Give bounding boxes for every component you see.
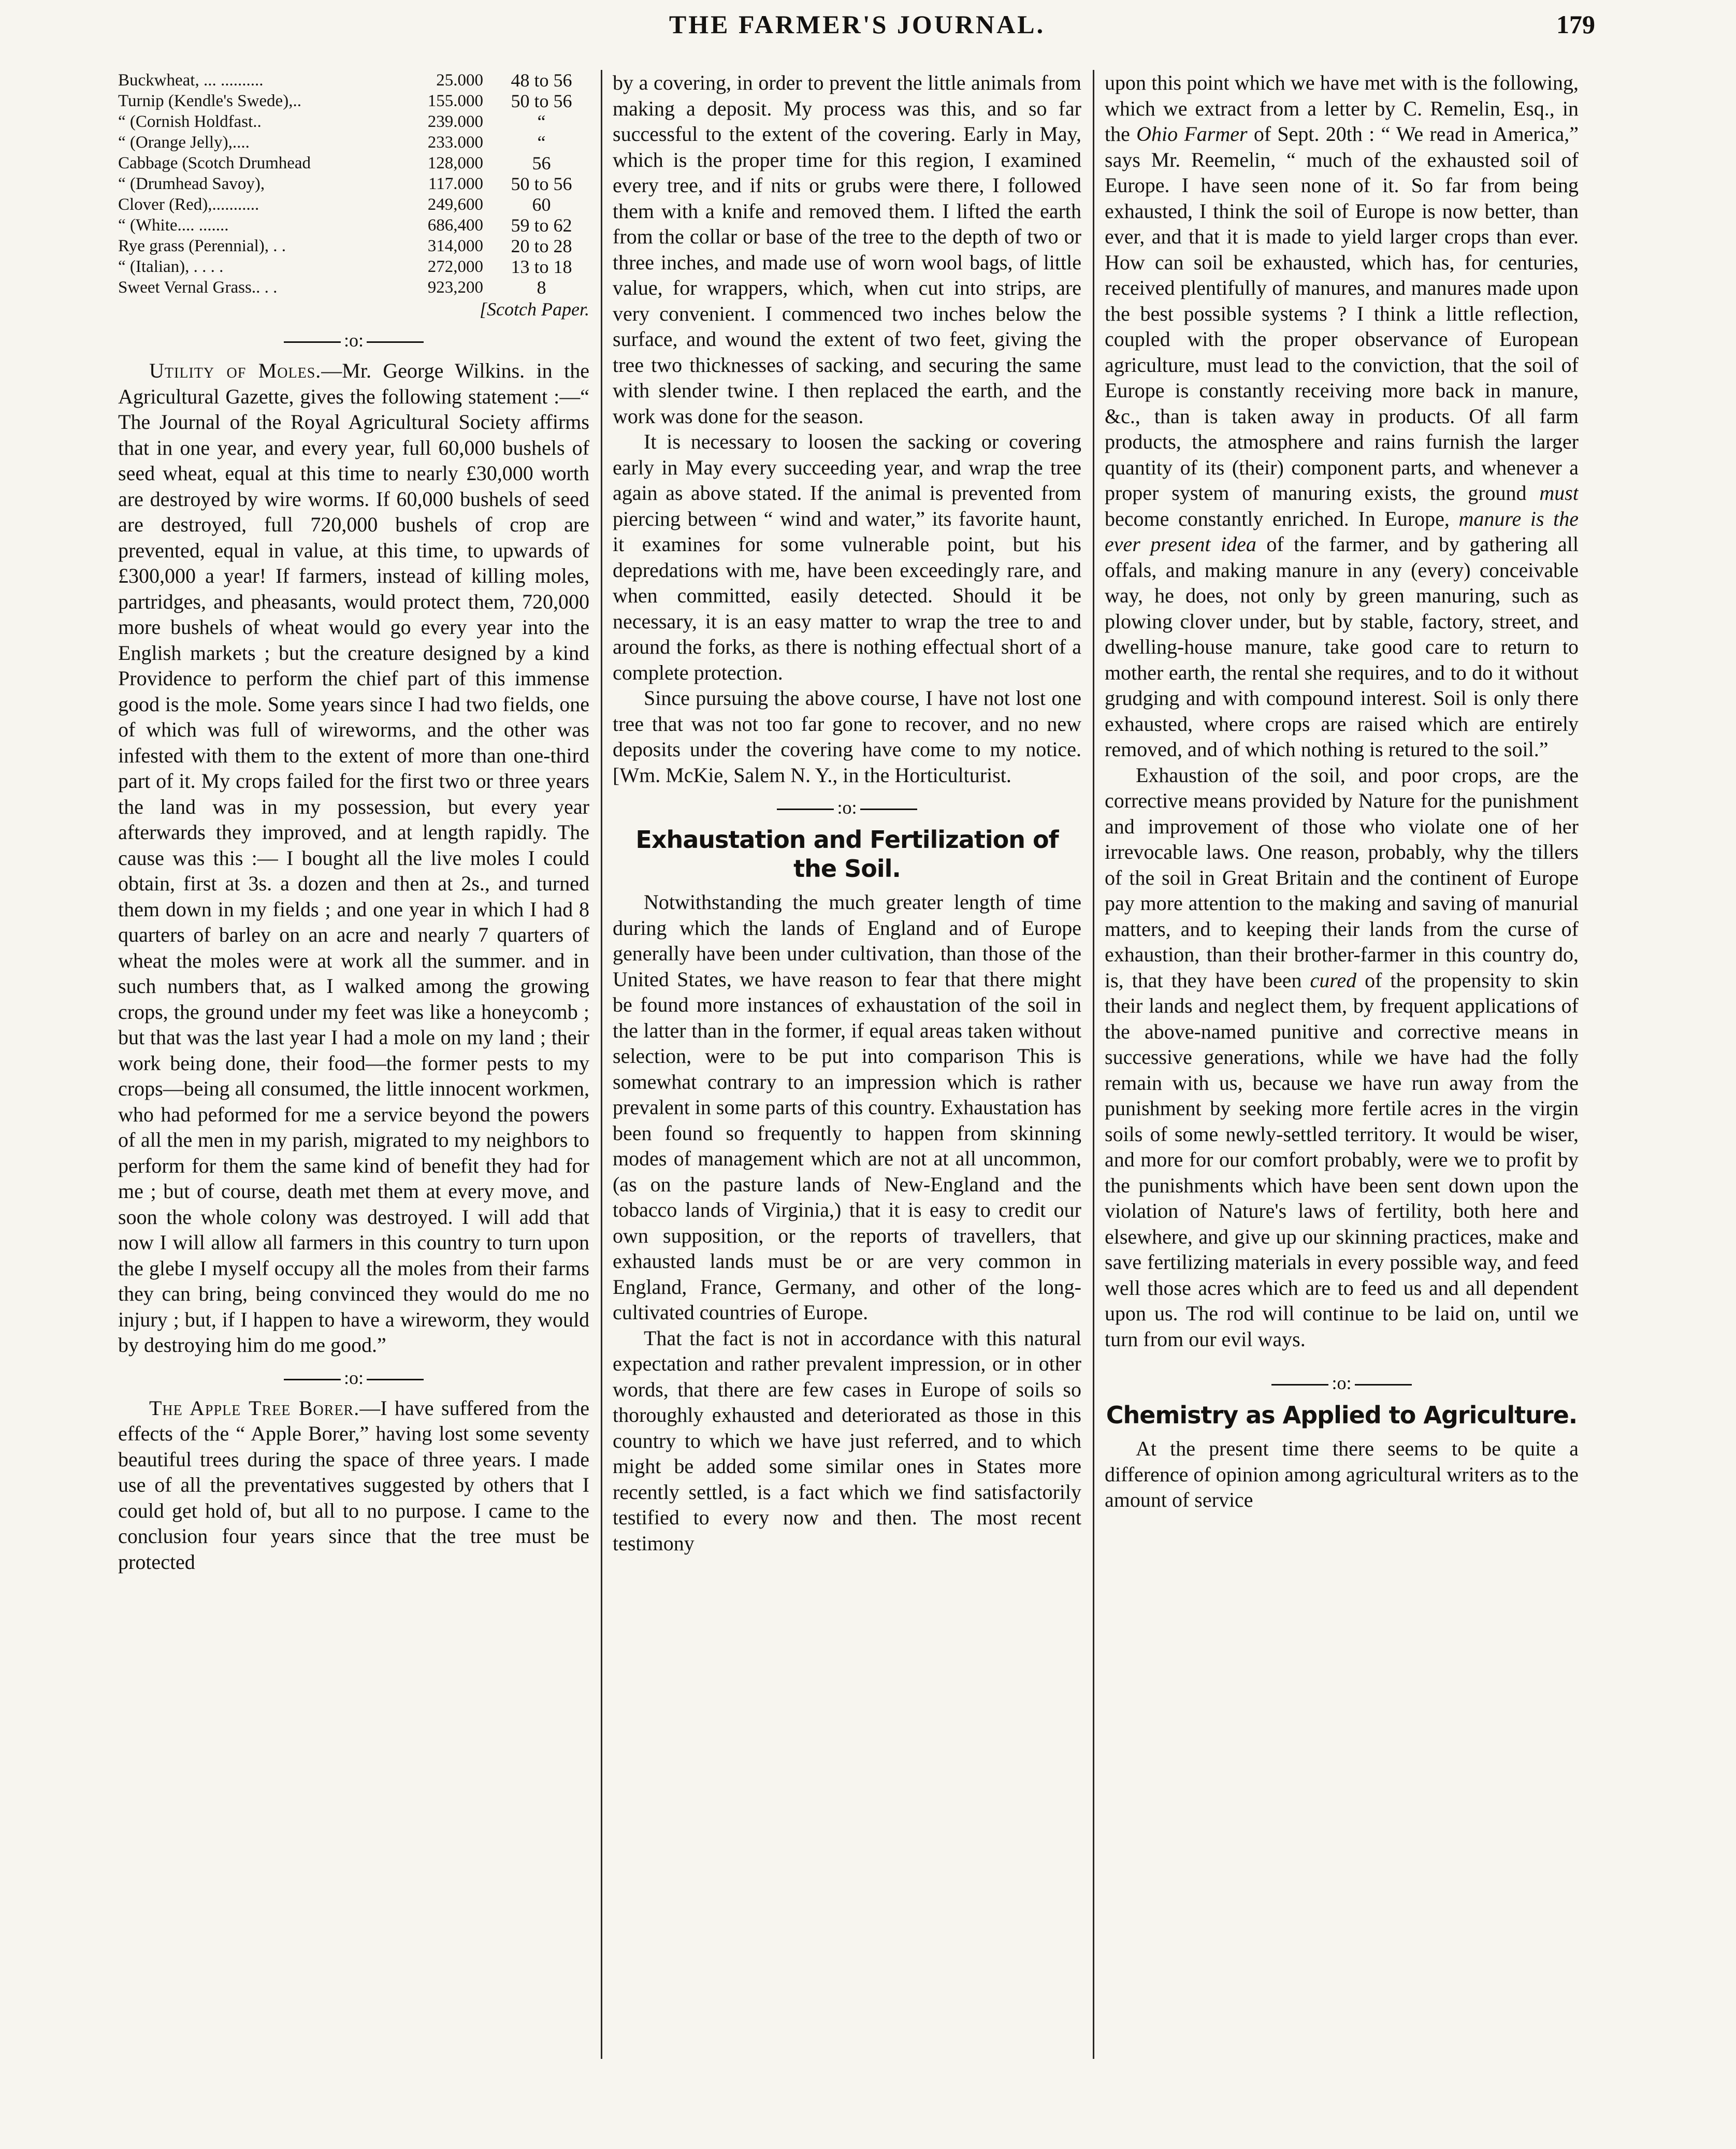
seed-range-cell: 56: [532, 153, 551, 174]
article-body: —Mr. George Wilkins. in the Agricultural Gazette, gives the following statement :—“ The Journal of the Royal Agricultural Society affirms that in one year, and every year, full 60,000 bushels of seed wheat, equal at this time to nearly £30,000 worth are destroyed by wire worms. If 60,000 bushels of seed are destroyed, full 720,000 bushels of crop are prevented, equal in value, at this time, to upwards of £300,000 a year! If farmers, instead of killing moles, partridges, and pheasants, would protect them, 720,000 more bushels of wheat would go every year into the English markets ; but the creature designed by a kind Providence to perform the chief part of this immense good is the mole. Some years since I had two fields, one of which was full of wireworms, and the other was infested with them to the extent of more than one-third part of it. My crops failed for the first two or three years the land was in my possession, but every year afterwards they improved, and at length rapidly. The cause was this :— I bought all the live moles I could obtain, first at 3s. a dozen and then at 2s., and turned them down in my fields ; and one year in which I had 8 quarters of barley on an acre and nearly 7 quarters of wheat the moles were at work all the summer. and in such numbers that, as I walked among the growing crops, the ground under my feet was like a honeycomb ; but that was the last year I had a mole on my land ; their work being done, their food—the former pests to my crops—being all consumed, the little innocent workmen, who had peformed for me a service beyond the powers of all the men in my parish, migrated to my neighbors to perform for them the same kind of benefit they had for me ; but of course, death met them at every move, and soon the whole colony was destroyed. I will add that now I will allow all farmers in this country to turn upon the glebe I myself occupy all the moles from their farms they can bring, being convinced they would do me no injury ; but, if I happen to have a wireworm, they would by destroying him do me good.”: [118, 359, 589, 1357]
article-heading: Exhaustation and Fertilization of the Soil.: [635, 826, 1059, 883]
seed-count-cell: 155.000: [427, 92, 483, 110]
seed-count-cell: 923,200: [427, 278, 483, 297]
column-left: [118, 70, 589, 2121]
seed-range-cell: 48 to 56: [511, 70, 572, 91]
seed-range-cell: 13 to 18: [511, 256, 572, 277]
seed-count-cell: 128,000: [427, 154, 483, 172]
article-paragraph: Since pursuing the above course, I have not lost one tree that was not too far gone to recover, and no new deposits under the covering have come to my notice. [Wm. McKie, Salem N. Y., in the Horticulturist.: [613, 686, 1081, 787]
page-number: 179: [1556, 10, 1595, 39]
article-paragraph: That the fact is not in accordance with this natural expectation and rather prevalent impression, or in other words, that there are few cases in Europe of soils so thoroughly exhausted and deteriorated as those in this country to which we have just referred, and to which might be added some similar ones in States more recently settled, is a fact which we find satisfactorily testified to every now and then. The most recent testimony: [613, 1326, 1081, 1555]
seed-name-cell: “ (Orange Jelly),....: [118, 133, 250, 152]
seed-table-row: [118, 174, 589, 194]
seed-table-row: [118, 215, 589, 236]
seed-count-cell: 233.000: [427, 133, 483, 152]
seed-table-row: [118, 111, 589, 132]
column-rule: [601, 70, 602, 2059]
article-paragraph: At the present time there seems to be quite a difference of opinion among agricultural writers as to the amount of service: [1105, 1437, 1579, 1511]
column-middle: [613, 70, 1081, 2121]
article-paragraph: Notwithstanding the much greater length of time during which the lands of England and of Europe generally have been under cultivation, than those of the United States, we have reason to fear that there might be found more instances of exhaustation of the soil in the latter than in the former, if equal areas taken without selection, were to be put into comparison This is somewhat contrary to an impression which is rather prevalent in some parts of this country. Exhaustation has been found so frequently to happen from skinning modes of management which are not at all uncommon, (as on the pasture lands of New-England and the tobacco lands of Virginia,) that it is easy to credit our own supposition, or the reports of travellers, that exhausted lands must be or are very common in England, France, Germany, and other of the long-cultivated countries of Europe.: [613, 890, 1081, 1324]
seed-name-cell: Sweet Vernal Grass.. . .: [118, 278, 278, 297]
seed-count-cell: 249,600: [427, 195, 483, 214]
article-body: —I have suffered from the effects of the “ Apple Borer,” having lost some seventy beautiful trees during the space of three years. I made use of all the preventatives suggested by others that I could get hold of, but all to no purpose. I came to the conclusion four years since that the tree must be protected: [118, 1396, 589, 1574]
seed-range-cell: 60: [532, 194, 551, 215]
article-lead: The Apple Tree Borer.: [149, 1396, 360, 1420]
separator: :o:: [613, 797, 1081, 818]
separator: :o:: [118, 1367, 589, 1388]
page-header: [119, 9, 1595, 46]
seed-table-row: [118, 153, 589, 174]
seed-range-cell: “: [537, 111, 546, 132]
article-apple-borer-cont: by a covering, in order to prevent the little animals from making a deposit. My process was this, and so far successful to the extent of the covering. Early in May, which is the proper time for this region, I examined every tree, and if nits or grubs were there, I followed them with a knife and removed them. I lifted the earth from the collar or base of the tree to the depth of two or three inches, and made use of worn wool bags, of little value, for wrappers, which, when cut into strips, are very convenient. I commenced two inches below the surface, and wound the extent of two feet, giving the tree two thicknesses of sacking, and securing the same with slender twine. I then replaced the earth, and the work was done for the season.: [613, 71, 1081, 428]
article-paragraph: Exhaustion of the soil, and poor crops, are the corrective means provided by Nature for the punishment and improvement of those who violate one of her irrevocable laws. One reason, probably, why the tillers of the soil in Great Britain and the continent of Europe pay more attention to the making and saving of manurial matters, and to keeping their lands from the curse of exhaustion, than their brother-farmer in this country do, is, that they have been cured of the propensity to skin their lands and neglect them, by frequent applications of the above-named punitive and corrective means in successive generations, while we have had the folly remain with us, because we have run away from the punishment by seeking more fertile acres in the virgin soils of some newly-settled territory. It would be wiser, and more for our comfort probably, were we to profit by the punishments which have been sent down upon the violation of Nature's laws of fertility, both here and elsewhere, and give up our skinning practices, make and save fertilizing materials in every possible way, and feed well those acres which are to feed us and all dependent upon us. The rod will continue to be laid on, until we turn from our evil ways.: [1105, 763, 1579, 1351]
seed-name-cell: Rye grass (Perennial), . .: [118, 237, 286, 255]
seed-count-cell: 314,000: [427, 237, 483, 255]
seed-count-cell: 25.000: [436, 71, 483, 90]
article-apple-borer: [118, 1395, 589, 1575]
seed-range-cell: 50 to 56: [511, 91, 572, 111]
separator: :o:: [118, 330, 589, 351]
seed-range-cell: 20 to 28: [511, 236, 572, 256]
article-paragraph: It is necessary to loosen the sacking or covering early in May every succeeding year, and wrap the tree again as above stated. If the animal is prevented from piercing between “ wind and water,” its favorite haunt, it examines for some vulnerable point, but his depredations with me, have been exceedingly rare, and when committed, easily detected. Should it be necessary, it is an easy matter to wrap the tree to and around the forks, as there is nothing effectual short of a complete protection.: [613, 430, 1081, 684]
seed-range-cell: 59 to 62: [511, 215, 572, 236]
seed-range-cell: 8: [537, 277, 546, 298]
running-title: THE FARMER'S JOURNAL.: [669, 10, 1046, 39]
seed-name-cell: “ (Drumhead Savoy),: [118, 175, 265, 193]
seed-table-row: [118, 236, 589, 256]
column-rule: [1093, 70, 1094, 2059]
seed-count-cell: 117.000: [428, 175, 483, 193]
seed-count-cell: 239.000: [427, 112, 483, 131]
article-signature: [Wm. McKie, Salem N. Y., in the Horticulturist.: [613, 763, 1011, 787]
article-moles: [118, 358, 589, 1358]
seed-table: [118, 70, 589, 298]
seed-table-row: [118, 91, 589, 111]
seed-name-cell: “ (Italian), . . . .: [118, 257, 224, 276]
seed-name-cell: “ (White.... .......: [118, 216, 229, 235]
column-right: [1105, 70, 1579, 2121]
seed-table-row: [118, 70, 589, 91]
seed-table-row: [118, 256, 589, 277]
seed-table-row: [118, 132, 589, 153]
seed-name-cell: Buckwheat, ... ..........: [118, 71, 264, 90]
article-heading: Chemistry as Applied to Agriculture.: [1106, 1401, 1578, 1429]
article-paragraph: upon this point which we have met with is the following, which we extract from a letter by C. Remelin, Esq., in the Ohio Farmer of Sept. 20th : “ We read in America,” says Mr. Reemelin, “ much of the exhausted soil of Europe. I have seen none of it. So far from being exhausted, I think the soil of Europe is now better, than ever, and that it is made to yield larger crops than ever. How can soil be exhausted, which has, for centuries, received plentifully of manures, and manures made upon the best possible systems ? I think a little reflection, coupled with the proper observance of European agriculture, must lead to the conviction, that the soil of Europe is constantly receiving more back in manure, &c., than is taken away in products. Of all farm products, the atmosphere and rains furnish the larger quantity of its (their) component parts, and whenever a proper system of manuring exists, the ground must become constantly enriched. In Europe, manure is the ever present idea of the farmer, and by gathering all offals, and making manure in any (every) conceivable way, he does, not only by green manuring, such as plowing clover under, but by stable, factory, street, and dwelling-house manure, take good care to return to mother earth, the rental she requires, and to do it without grudging and with compound interest. Soil is only there exhausted, where crops are raised which are entirely removed, and of which nothing is retured to the soil.”: [1105, 71, 1579, 761]
seed-table-row: [118, 277, 589, 298]
seed-name-cell: Turnip (Kendle's Swede),..: [118, 92, 301, 110]
seed-name-cell: Cabbage (Scotch Drumhead: [118, 154, 311, 172]
seed-name-cell: “ (Cornish Holdfast..: [118, 112, 262, 131]
separator: :o:: [1105, 1373, 1579, 1393]
seed-count-cell: 272,000: [427, 257, 483, 276]
seed-range-cell: “: [537, 132, 546, 153]
table-source: [Scotch Paper.: [480, 299, 589, 320]
seed-range-cell: 50 to 56: [511, 174, 572, 194]
seed-count-cell: 686,400: [427, 216, 483, 235]
seed-table-row: [118, 194, 589, 215]
seed-name-cell: Clover (Red),...........: [118, 195, 259, 214]
article-lead: Utility of Moles.: [149, 359, 322, 382]
